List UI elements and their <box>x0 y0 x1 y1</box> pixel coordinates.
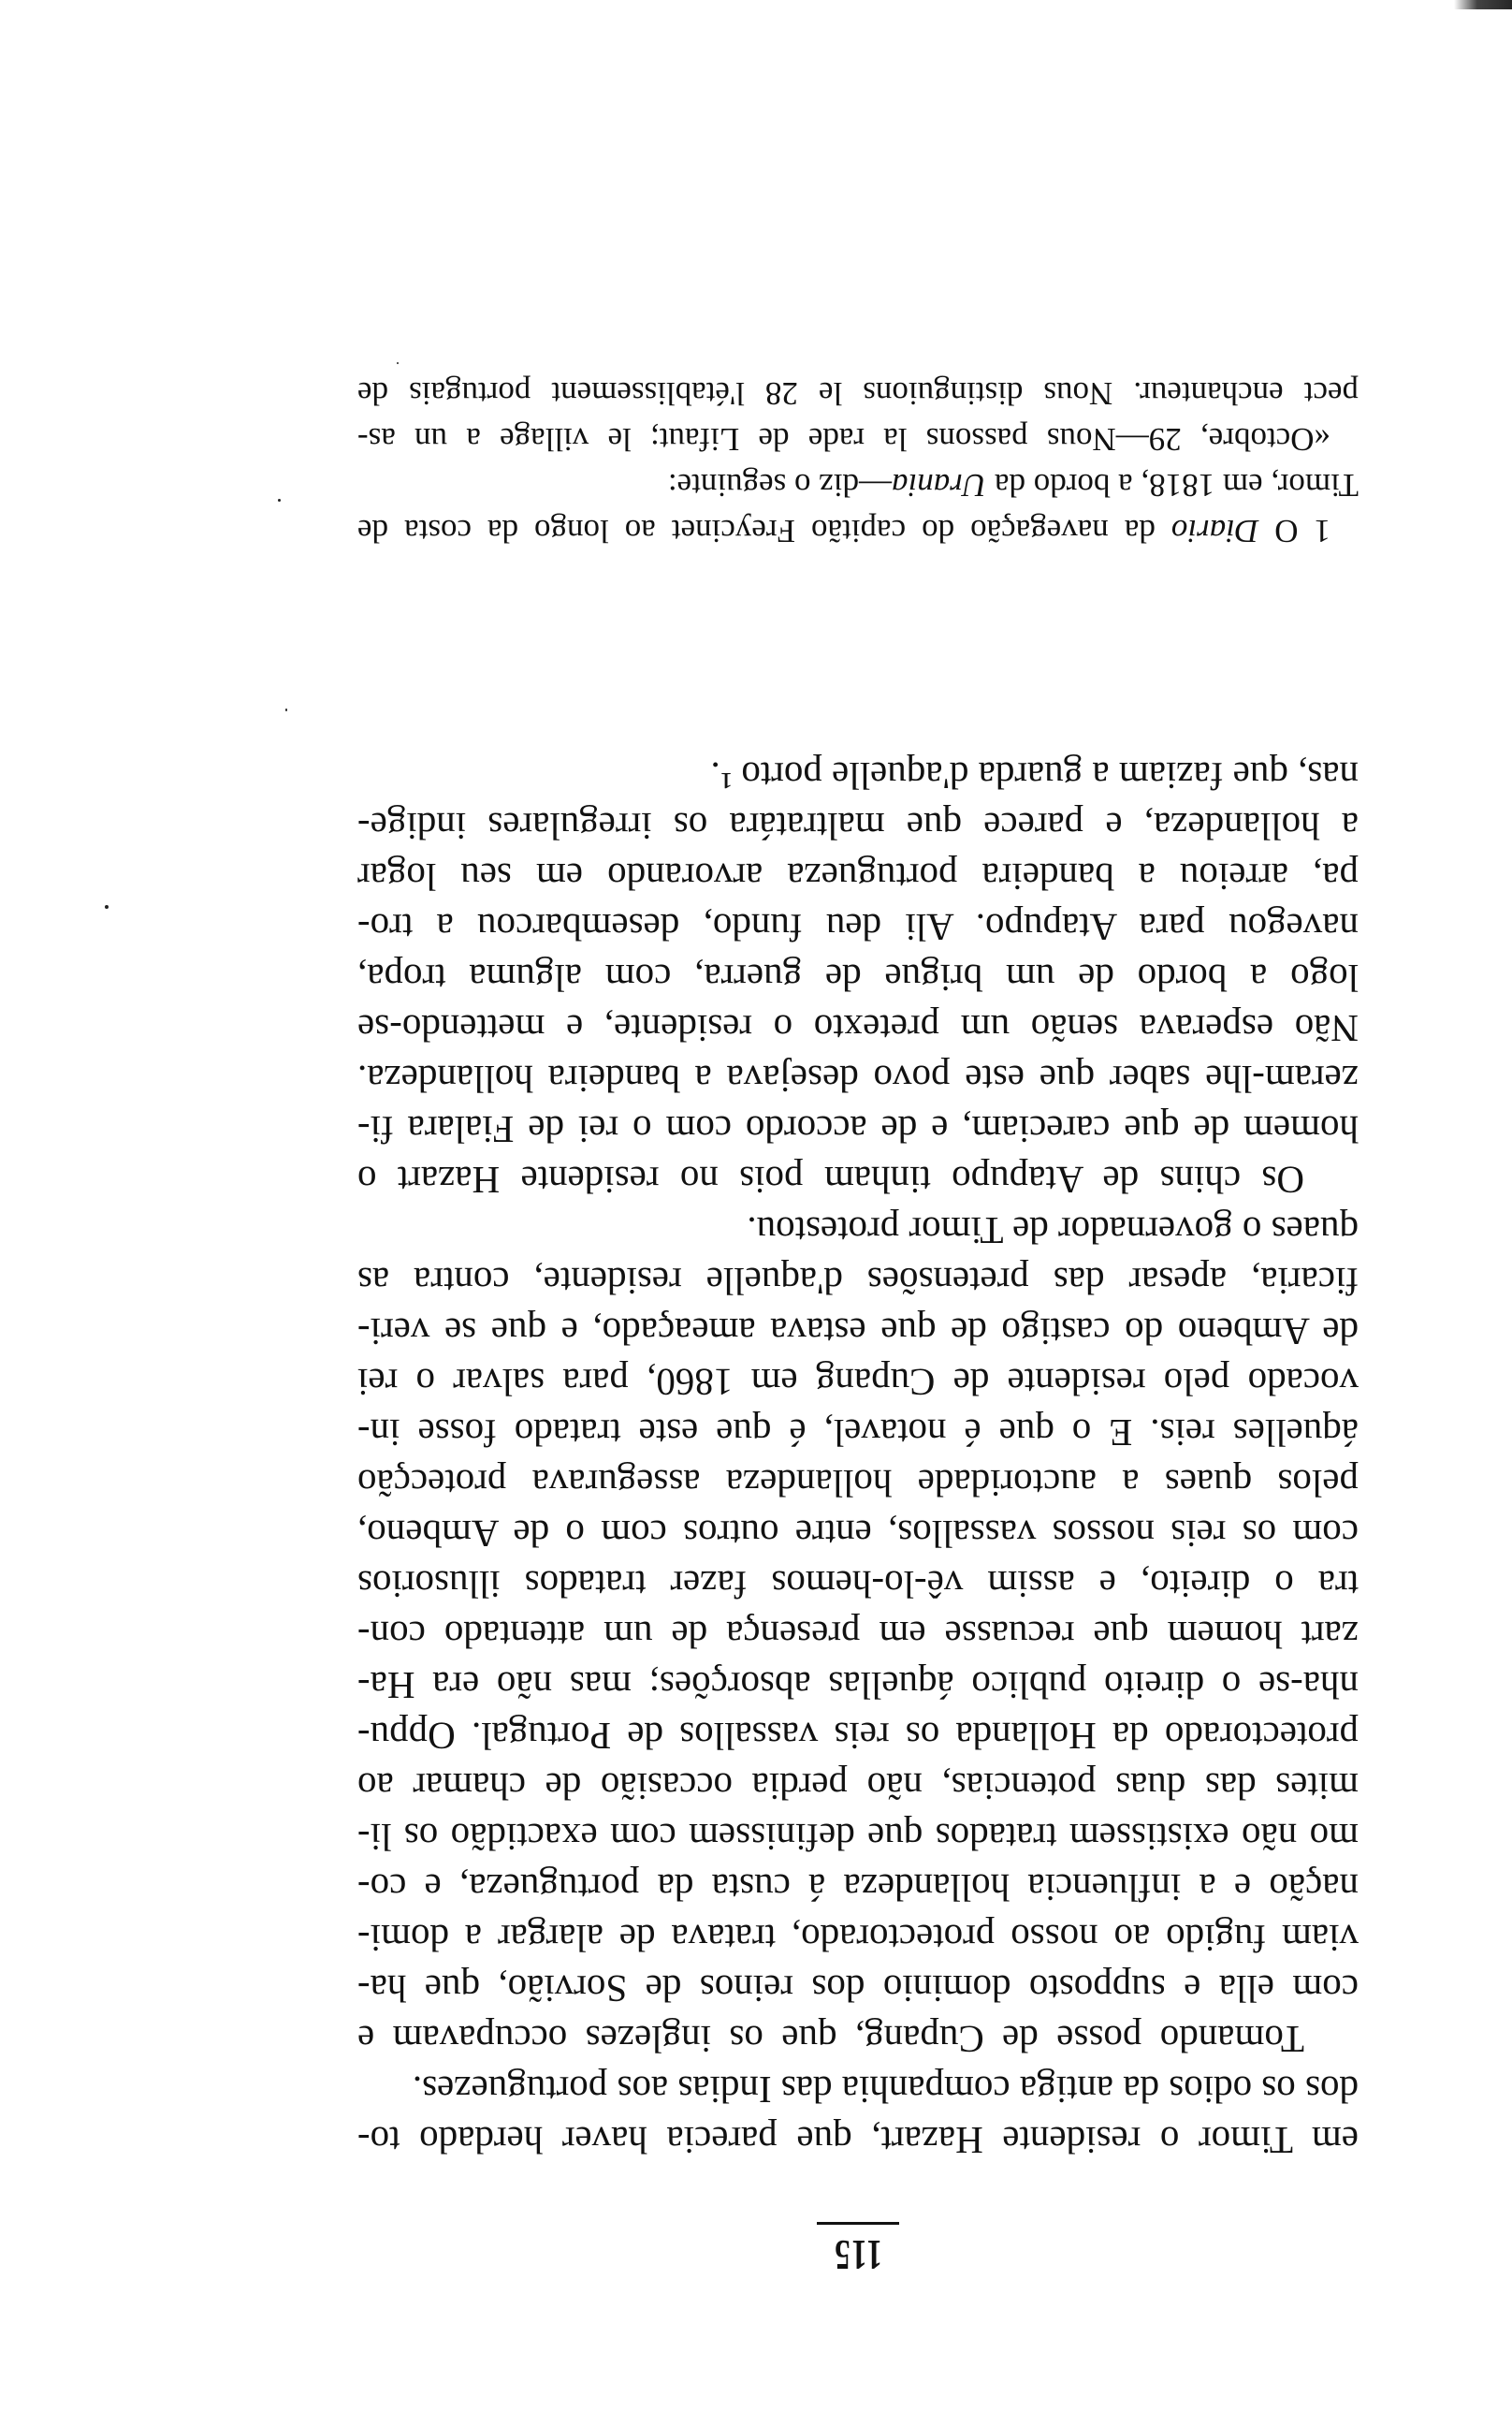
paragraph-1 <box>357 2065 1359 2166</box>
text-line: viam fugido ao nosso protectorado, tratava de alargar a domi- <box>357 1917 1359 1960</box>
header-rule <box>817 2222 899 2225</box>
text-line: mites das duas potencias, não perdia occasião de chamar ao <box>357 1765 1359 1808</box>
page-number: 115 <box>833 2231 883 2279</box>
scan-speck <box>105 905 109 909</box>
scan-corner-artifact <box>1454 0 1512 9</box>
footnote-line: pect enchanteur. Nous distinguions le 28 l'établissement portugais de <box>357 375 1359 412</box>
footnote-line: 1 O Diario da navegação do capitão Freycinet ao longo da costa de <box>357 513 1330 549</box>
text-line: vocado pelo residente de Cupang em 1860, para salvar o rei <box>357 1361 1359 1404</box>
scan-speck <box>278 499 281 502</box>
text-line: áquelles reis. E o que é notavel, é que este tratado fosse in- <box>357 1411 1359 1454</box>
text-line: homem de que careciam, e de accordo com o rei de Fialara fi- <box>357 1108 1359 1151</box>
scan-speck <box>285 709 287 711</box>
text-line: tra o direito, e assim vê-lo-hemos fazer tratados illusorios <box>357 1563 1359 1606</box>
body-text <box>357 751 1359 2166</box>
page-header <box>357 2222 1359 2280</box>
text-line: zart homem que recuasse em presença de um attentado con- <box>357 1614 1359 1657</box>
text-line: nas, que faziam a guarda d'aquelle porto ¹. <box>710 754 1359 797</box>
text-line: nação e a influencia hollandeza á custa da portugueza, e co- <box>357 1866 1359 1909</box>
text-line: em Timor o residente Hazart, que parecia haver herdado to- <box>357 2119 1359 2162</box>
text-line: nha-se o direito publico áquellas absorções; mas não era Ha- <box>357 1664 1359 1707</box>
text-line: quaes o governador de Timor protestou. <box>747 1209 1359 1252</box>
text-line: zeram-lhe saber que este povo desejava a bandeira hollandeza. <box>357 1058 1359 1101</box>
paragraph-2 <box>357 1206 1359 2065</box>
text-line: com ella e supposto dominio dos reinos de Sorvião, que ha- <box>357 1967 1359 2010</box>
text-line: logo a bordo de um brigue de guerra, com alguma tropa, <box>357 957 1359 1000</box>
italic-title: Urania <box>892 467 987 504</box>
text-line: navegou para Atapupo. Ali deu fundo, desembarcou a tro- <box>357 906 1359 949</box>
paragraph-3 <box>357 751 1359 1206</box>
scan-speck <box>397 362 399 364</box>
text-line: Os chins de Atapupo tinham pois no residente Hazart o <box>357 1159 1304 1202</box>
italic-title: Diario <box>1170 513 1259 549</box>
text-line: de Ambeno do castigo de que estava ameaçado, e que se veri- <box>357 1310 1359 1353</box>
text-line: ficaria, apesar das pretensões d'aquelle residente, contra as <box>357 1260 1359 1303</box>
footnote-line: Timor, em 1818, a bordo da Urania—diz o seguinte: <box>667 467 1359 504</box>
footnote <box>357 371 1359 554</box>
text-line: a hollandeza, e parece que maltratára os irregulares indige- <box>357 805 1359 848</box>
footnote-line: «Octobre, 29—Nous passons la rade de Lifaut; le village a un as- <box>357 421 1330 458</box>
text-line: Tomando posse de Cupang, que os inglezes occupavam e <box>357 2018 1304 2061</box>
text-line: Não esperava senão um pretexto o residente, e mettendo-se <box>357 1007 1359 1050</box>
text-line: pa, arreiou a bandeira portugueza arvorando em seu logar <box>357 855 1359 899</box>
text-line: com os reis nossos vassallos, entre outros com o de Ambeno, <box>357 1512 1359 1556</box>
text-line: mo não existissem tratados que definissem com exactidão os li- <box>357 1816 1359 1859</box>
text-line: dos os odios da antiga companhia das Indias aos portuguezes. <box>412 2068 1359 2111</box>
footnote-marker: 1 <box>1314 513 1330 549</box>
text-line: pelos quaes a auctoridade hollandeza assegurava protecção <box>357 1462 1359 1505</box>
text-line: protectorado da Hollanda os reis vassallos de Portugal. Oppu- <box>357 1715 1359 1758</box>
